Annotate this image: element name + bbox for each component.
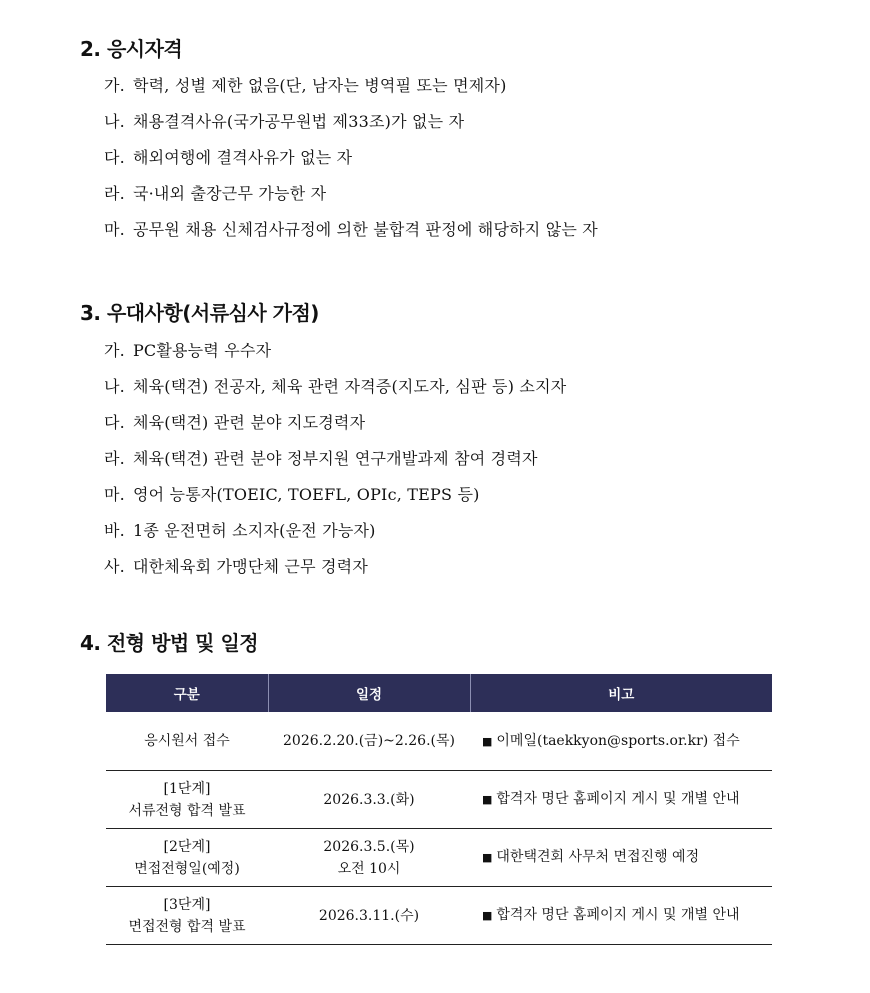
table-row xyxy=(106,712,772,771)
list-item: 사. 대한체육회 가맹단체 근무 경력자 xyxy=(104,557,368,576)
row-note: ■ 대한택견회 사무처 면접진행 예정 xyxy=(470,829,772,887)
square-bullet-icon: ■ xyxy=(482,793,493,806)
table-row xyxy=(106,829,772,887)
list-item: 마. 영어 능통자(TOEIC, TOEFL, OPIc, TEPS 등) xyxy=(104,485,480,504)
row-note: ■ 합격자 명단 홈페이지 게시 및 개별 안내 xyxy=(470,771,772,829)
list-item: 라. 체육(택견) 관련 분야 정부지원 연구개발과제 참여 경력자 xyxy=(104,449,538,468)
list-item: 나. 채용결격사유(국가공무원법 제33조)가 없는 자 xyxy=(104,112,465,131)
row-date: 2026.3.5.(목) 오전 10시 xyxy=(268,829,470,887)
preferences-list xyxy=(104,333,566,585)
row-note: ■ 이메일(taekkyon@sports.or.kr) 접수 xyxy=(470,712,772,771)
row-category: [1단계] 서류전형 합격 발표 xyxy=(106,771,268,829)
schedule-table xyxy=(106,674,772,945)
list-item: 바. 1종 운전면허 소지자(운전 가능자) xyxy=(104,521,376,540)
row-date: 2026.3.3.(화) xyxy=(268,771,470,829)
row-category: [2단계] 면접전형일(예정) xyxy=(106,829,268,887)
list-item: 다. 체육(택견) 관련 분야 지도경력자 xyxy=(104,413,366,432)
section-title-preferences: 3. 우대사항(서류심사 가점) xyxy=(80,301,319,325)
header-date: 일정 xyxy=(268,674,470,712)
table-row xyxy=(106,887,772,945)
row-category: [3단계] 면접전형 합격 발표 xyxy=(106,887,268,945)
square-bullet-icon: ■ xyxy=(482,851,493,864)
row-note: ■ 합격자 명단 홈페이지 게시 및 개별 안내 xyxy=(470,887,772,945)
row-date: 2026.3.11.(수) xyxy=(268,887,470,945)
list-item: 라. 국·내외 출장근무 가능한 자 xyxy=(104,184,327,203)
eligibility-list xyxy=(104,68,598,248)
square-bullet-icon: ■ xyxy=(482,909,493,922)
row-category: 응시원서 접수 xyxy=(106,712,268,771)
table-header-row xyxy=(106,674,772,712)
header-note: 비고 xyxy=(470,674,772,712)
list-item: 가. 학력, 성별 제한 없음(단, 남자는 병역필 또는 면제자) xyxy=(104,76,507,95)
table-row xyxy=(106,771,772,829)
section-title-schedule: 4. 전형 방법 및 일정 xyxy=(80,631,259,655)
section-title-eligibility: 2. 응시자격 xyxy=(80,37,183,61)
list-item: 마. 공무원 채용 신체검사규정에 의한 불합격 판정에 해당하지 않는 자 xyxy=(104,220,598,239)
header-category: 구분 xyxy=(106,674,268,712)
list-item: 가. PC활용능력 우수자 xyxy=(104,341,272,360)
square-bullet-icon: ■ xyxy=(482,734,493,748)
row-date: 2026.2.20.(금)~2.26.(목) xyxy=(268,712,470,771)
list-item: 나. 체육(택견) 전공자, 체육 관련 자격증(지도자, 심판 등) 소지자 xyxy=(104,377,567,396)
list-item: 다. 해외여행에 결격사유가 없는 자 xyxy=(104,148,353,167)
